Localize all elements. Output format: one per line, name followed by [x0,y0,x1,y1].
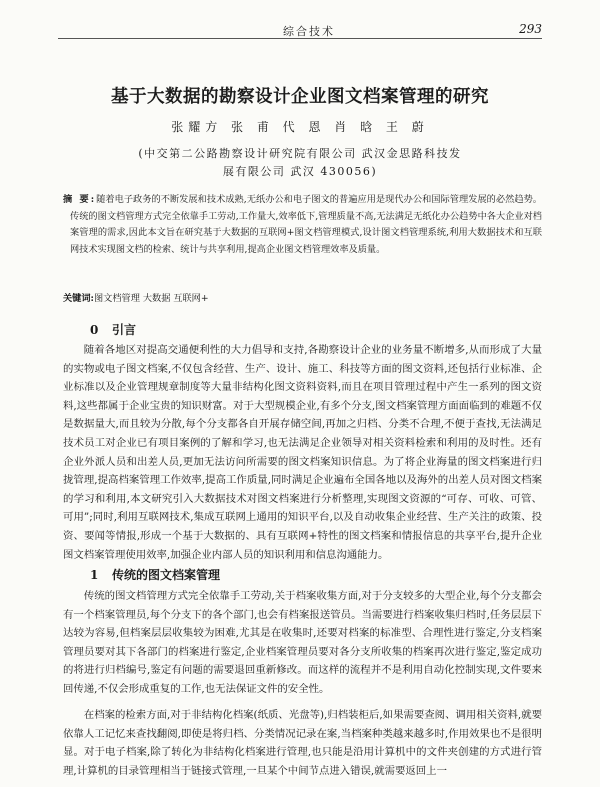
abstract-text: 随着电子政务的不断发展和技术成熟,无纸办公和电子图文的普遍应用是现代办公和国际管理发展的必然趋势。传统的图文档管理方式完全依靠手工劳动,工作量大,效率低下,管理质量不高,无法满足无纸化办公趋势中各大企业对档案管理的需求,因此本文旨在研究基于大数据的互联网+图文档管理模式,设计图文档管理系统,利用大数据技术和互联网技术实现图文档的检索、统计与共享利用,提高企业图文档管理效率及质量。 [70,194,542,255]
section-heading-1 [90,566,220,583]
abstract [63,192,542,258]
paper-title: 基于大数据的勘察设计企业图文档案管理的研究 [111,87,489,107]
section-1-paragraph-1: 传统的图文档管理方式完全依靠手工劳动,关于档案收集方面,对于分支较多的大型企业,每个分支都会有一个档案管理员,每个分支下的各个部门,也会有档案报送管员。当需要进行档案收集归档时,任务层层下达较为容易,但档案层层收集较为困难,尤其是在收集时,还要对档案的标准型、合理性进行鉴定,分支档案管理员要对其下各部门的档案进行鉴定,企业档案管理员要对各分支所收集的档案再次进行鉴定,鉴定成功的将进行归档编号,鉴定有问题的需要退回重新修改。而这样的流程并不是利用自动化控制实现,文件要来回传递,不仅会形成重复的工作,也无法保证文件的安全性。 [63,590,542,695]
running-header [58,22,542,39]
keywords-text: 图文档管理 大数据 互联网+ [93,293,209,304]
section-1-paragraph-2: 在档案的检索方面,对于非结构化档案(纸质、光盘等),归档装柜后,如果需要查阅、调用相关资料,就要依靠人工记忆来查找翻阅,即使是将归档、分类情况记录在案,当档案种类越来越多时,作用效果也不是很明显。对于电子档案,除了转化为非结构化档案进行管理,也只能是沿用计算机中的文件夹创建的方式进行管理,计算机的目录管理相当于链接式管理,一旦某个中间节点进入错误,就需要返回上一 [63,709,542,777]
abstract-label: 摘 要: [63,194,97,205]
affiliation-line-2: 展有限公司 武汉 430056) [222,165,378,178]
keywords-label: 关键词: [63,293,94,304]
section-title: 引言 [112,323,137,337]
section-number: 0 [90,323,99,337]
intro-paragraph: 随着各地区对提高交通便利性的大力倡导和支持,各勘察设计企业的业务量不断增多,从而形成了大量的实物或电子图文档案,不仅包含经营、生产、设计、施工、科技等方面的图文资料,还包括行业标准、企业标准以及企业管理规章制度等大量非结构化图文资料资料,而且在项目管理过程中产生一系列的图文资料,这些都属于企业宝贵的知识财富。对于大型规模企业,有多个分支,图文档案管理方面面临到的难题不仅是数据量大,而且较为分散,每个分支都各自开展存储空间,再加之归档、分类不合理,不便于查找,无法满足技术员工对企业已有项目案例的了解和学习,也无法满足企业领导对相关资料检索和利用的及时性。还有企业外派人员和出差人员,更加无法访问所需要的图文档案知识信息。为了将企业海量的图文档案进行归拢管理,提高档案管理工作效率,提高工作质量,同时满足企业遍布全国各地以及海外的出差人员对图文档案的学习和利用,本文研究引入大数据技术对图文档案进行分析整理,实现图文资源的“可存、可收、可管、可用”;同时,利用互联网技术,集成互联网上通用的知识平台,以及自动收集企业经营、生产关注的政策、投资、要闻等情报,形成一个基于大数据的、具有互联网+特性的图文档案和情报信息的共享平台,提升企业图文档案管理使用效率,加强企业内部人员的知识利用和信息沟通能力。 [63,344,542,561]
section-heading-intro [90,321,136,338]
keywords [63,290,542,304]
affiliation-line-1: (中交第二公路勘察设计研究院有限公司 武汉金思路科技发 [138,147,462,160]
page-number: 293 [519,22,542,36]
section-number: 1 [90,568,99,582]
section-title: 传统的图文档案管理 [112,568,221,582]
journal-name: 综合技术 [283,25,335,38]
author-list: 张耀方 张 甫 代 恩 肖 晗 王 蔚 [171,120,429,134]
